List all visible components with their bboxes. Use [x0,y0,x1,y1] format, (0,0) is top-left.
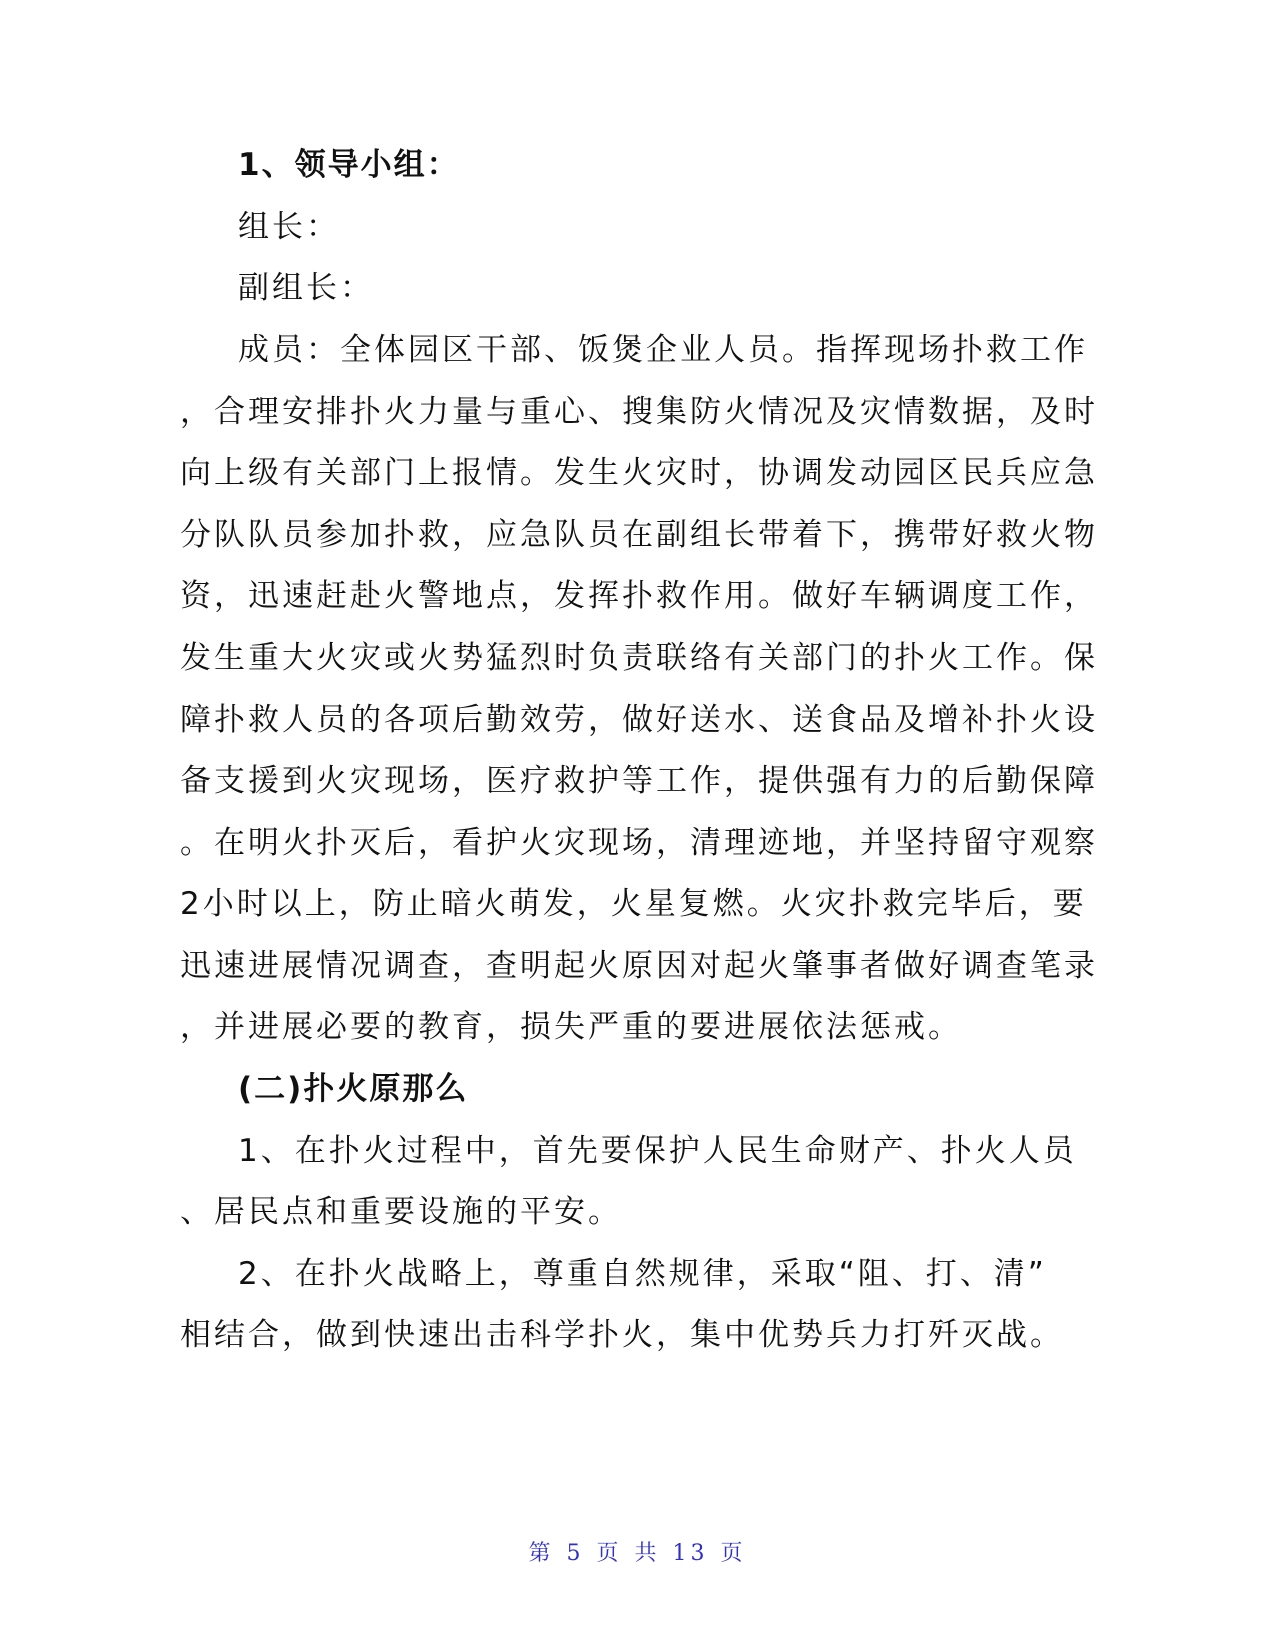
paragraph-line: 向上级有关部门上报情。发生火灾时，协调发动园区民兵应急 [180,455,1098,491]
deputy-leader-label: 副组长： [238,270,374,306]
paragraph-line: ，并进展必要的教育，损失严重的要进展依法惩戒。 [180,1009,962,1045]
paragraph-line: ，合理安排扑火力量与重心、搜集防火情况及灾情数据，及时 [180,394,1098,430]
paragraph-line: 成员：全体园区干部、饭煲企业人员。指挥现场扑救工作 [238,332,1088,368]
paragraph-line: 备支援到火灾现场，医疗救护等工作，提供强有力的后勤保障 [180,763,1098,799]
footer-current-page: 5 [566,1541,585,1566]
footer-total-pages: 13 [672,1541,709,1566]
team-leader-label: 组长： [238,209,340,245]
footer-page-word-end: 页 [720,1541,747,1566]
paragraph-line: 障扑救人员的各项后勤效劳，做好送水、送食品及增补扑火设 [180,702,1098,738]
heading-leadership-group: 1、领导小组： [238,147,460,183]
footer-page-prefix: 第 [528,1541,555,1566]
paragraph-line: 迅速进展情况调查，查明起火原因对起火肇事者做好调查笔录 [180,948,1098,984]
paragraph-line: 发生重大火灾或火势猛烈时负责联络有关部门的扑火工作。保 [180,640,1098,676]
footer-total-prefix: 共 [634,1541,661,1566]
paragraph-line: 、居民点和重要设施的平安。 [180,1194,622,1230]
heading-firefighting-principles: (二)扑火原那么 [238,1071,469,1107]
page-number-footer [0,1536,1275,1567]
paragraph-line: 资，迅速赶赴火警地点，发挥扑救作用。做好车辆调度工作， [180,578,1098,614]
paragraph-line: 2小时以上，防止暗火萌发，火星复燃。火灾扑救完毕后，要 [180,886,1087,922]
paragraph-line: 。在明火扑灭后，看护火灾现场，清理迹地，并坚持留守观察 [180,825,1098,861]
paragraph-line: 相结合，做到快速出击科学扑火，集中优势兵力打歼灭战。 [180,1317,1064,1353]
paragraph-line: 2、在扑火战略上，尊重自然规律，采取“阻、打、清” [238,1256,1047,1292]
paragraph-line: 分队队员参加扑救，应急队员在副组长带着下，携带好救火物 [180,517,1098,553]
footer-page-word: 页 [596,1541,623,1566]
paragraph-line: 1、在扑火过程中，首先要保护人民生命财产、扑火人员 [238,1133,1077,1169]
